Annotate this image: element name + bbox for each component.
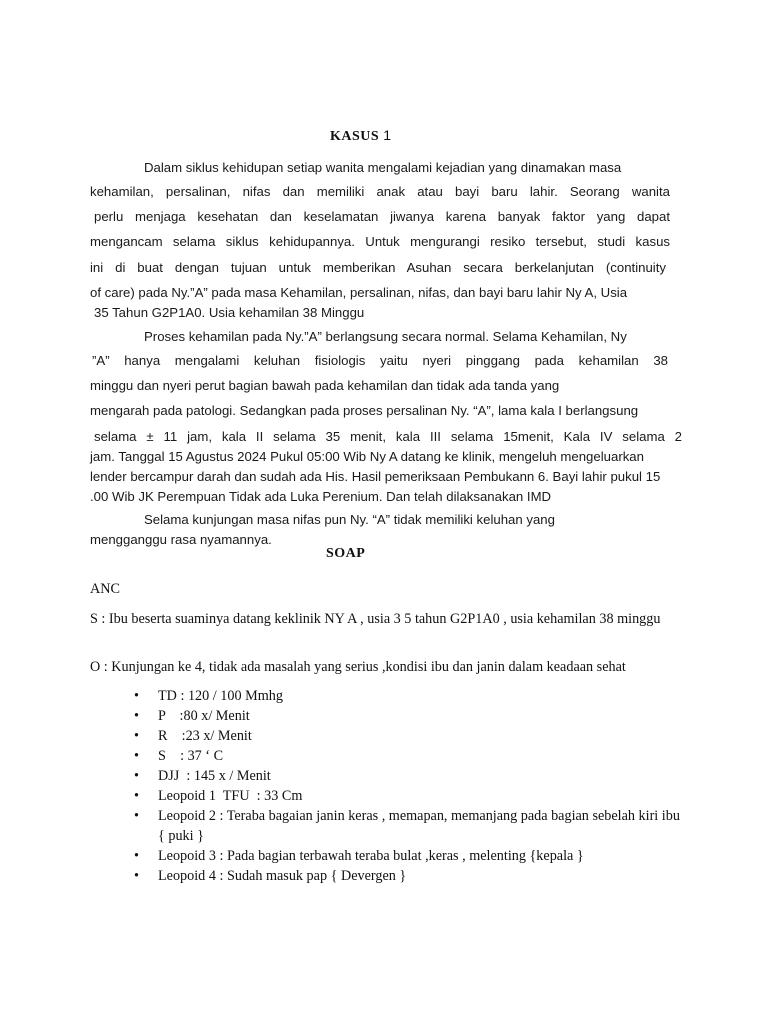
leopold-3: Leopoid 3 : Pada bagian terbawah teraba bulat ,keras , melenting {kepala } [158, 848, 584, 864]
intro-line-3: perlu menjaga kesehatan dan keselamatan jiwanya karena banyak faktor yang dapat [94, 209, 670, 224]
intro-line-2: kehamilan, persalinan, nifas dan memiliki anak atau bayi baru lahir. Seorang wanita [90, 184, 670, 199]
list-item [120, 746, 690, 766]
anc-label: ANC [90, 581, 120, 597]
vital-temperature: S : 37 ‘ C [158, 748, 224, 764]
intro-line-6: of care) pada Ny.”A” pada masa Kehamilan, persalinan, nifas, dan bayi baru lahir Ny A, Usia [90, 285, 628, 300]
bullet-icon: • [134, 848, 139, 864]
list-item [120, 726, 690, 746]
case-number: 1 [383, 127, 392, 143]
objective-text: O : Kunjungan ke 4, tidak ada masalah yang serius ,kondisi ibu dan janin dalam keadaan sehat [90, 659, 626, 675]
process-line-8: .00 Wib JK Perempuan Tidak ada Luka Perenium. Dan telah dilaksanakan IMD [90, 489, 552, 504]
bullet-icon: • [134, 728, 139, 744]
intro-line-5: ini di buat dengan tujuan untuk memberikan Asuhan secara berkelanjutan (continuity [90, 260, 666, 275]
process-line-6: jam. Tanggal 15 Agustus 2024 Pukul 05:00 Wib Ny A datang ke klinik, mengeluh mengeluarkan [90, 449, 644, 464]
intro-line-1: Dalam siklus kehidupan setiap wanita mengalami kejadian yang dinamakan masa [144, 160, 622, 175]
case-title [330, 127, 391, 145]
intro-line-7: 35 Tahun G2P1A0. Usia kehamilan 38 Minggu [94, 305, 365, 320]
process-line-5: selama ± 11 jam, kala II selama 35 menit, kala III selama 15menit, Kala IV selama 2 [94, 429, 682, 444]
intro-line-4: mengancam selama siklus kehidupannya. Untuk mengurangi resiko tersebut, studi kasus [90, 234, 670, 249]
vital-djj: DJJ : 145 x / Menit [158, 768, 271, 784]
list-item [120, 806, 690, 846]
process-line-7: lender bercampur darah dan sudah ada His. Hasil pemeriksaan Pembukann 6. Bayi lahir pukul 15 [90, 469, 661, 484]
leopold-4: Leopoid 4 : Sudah masuk pap { Devergen } [158, 868, 407, 884]
list-item [120, 766, 690, 786]
postpartum-line-2: mengganggu rasa nyamannya. [90, 532, 272, 547]
bullet-icon: • [134, 788, 139, 804]
bullet-icon: • [134, 768, 139, 784]
bullet-icon: • [134, 868, 139, 884]
process-line-3: minggu dan nyeri perut bagian bawah pada kehamilan dan tidak ada tanda yang [90, 378, 560, 393]
bullet-icon: • [134, 748, 139, 764]
list-item [120, 706, 690, 726]
soap-heading: SOAP [326, 546, 366, 561]
list-item [120, 786, 690, 806]
postpartum-line-1: Selama kunjungan masa nifas pun Ny. “A” tidak memiliki keluhan yang [144, 512, 555, 527]
process-line-2: ”A” hanya mengalami keluhan fisiologis yaitu nyeri pinggang pada kehamilan 38 [92, 353, 668, 368]
vital-respiration: R :23 x/ Menit [158, 728, 252, 744]
bullet-icon: • [134, 708, 139, 724]
case-title-text: KASUS [330, 129, 380, 144]
leopold-2: Leopoid 2 : Teraba bagaian janin keras , memapan, memanjang pada bagian sebelah kiri ibu { puki } [158, 808, 680, 844]
process-line-4: mengarah pada patologi. Sedangkan pada proses persalinan Ny. “A”, lama kala I berlangsung [90, 403, 639, 418]
vital-td: TD : 120 / 100 Mmhg [158, 688, 283, 704]
list-item [120, 686, 690, 706]
vital-pulse: P :80 x/ Menit [158, 708, 250, 724]
subjective-text: S : Ibu beserta suaminya datang keklinik NY A , usia 3 5 tahun G2P1A0 , usia kehamilan 38 minggu [90, 611, 661, 627]
vitals-list [120, 686, 690, 886]
list-item [120, 846, 690, 866]
bullet-icon: • [134, 688, 139, 704]
process-line-1: Proses kehamilan pada Ny.”A” berlangsung secara normal. Selama Kehamilan, Ny [144, 329, 627, 344]
leopold-1: Leopoid 1 TFU : 33 Cm [158, 788, 303, 804]
bullet-icon: • [134, 808, 139, 824]
list-item [120, 866, 690, 886]
